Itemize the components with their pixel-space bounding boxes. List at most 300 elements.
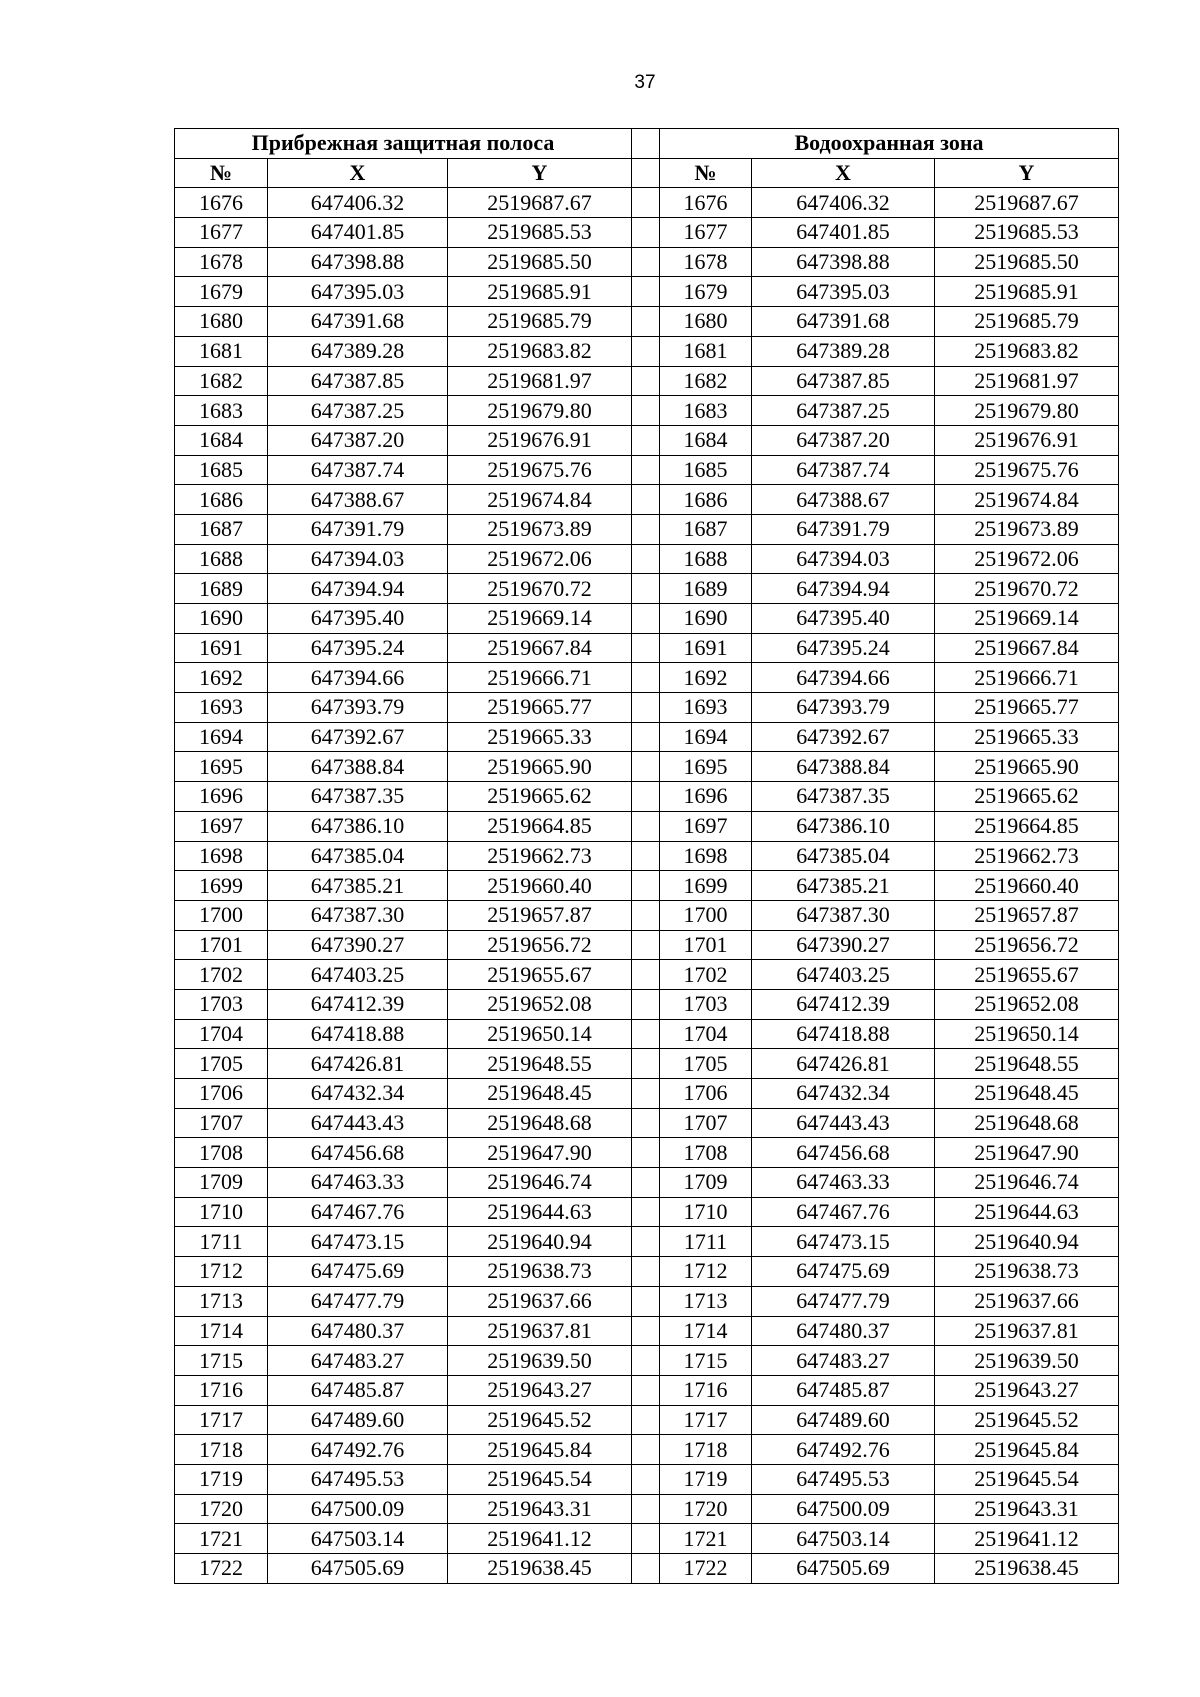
table-gap [632, 1049, 660, 1079]
table-row [175, 930, 1119, 960]
right-coord-y: 2519670.72 [935, 574, 1119, 604]
right-coord-y: 2519666.71 [935, 663, 1119, 693]
right-point-number: 1702 [660, 960, 752, 990]
right-coord-y: 2519637.81 [935, 1316, 1119, 1346]
left-point-number: 1698 [175, 841, 268, 871]
left-coord-x: 647391.79 [268, 514, 448, 544]
left-coord-x: 647392.67 [268, 722, 448, 752]
page-number: 37 [634, 72, 656, 93]
table-gap [632, 514, 660, 544]
left-point-number: 1687 [175, 514, 268, 544]
left-coord-x: 647495.53 [268, 1464, 448, 1494]
left-coord-x: 647503.14 [268, 1524, 448, 1554]
left-point-number: 1699 [175, 871, 268, 901]
left-point-number: 1712 [175, 1257, 268, 1287]
right-point-number: 1688 [660, 544, 752, 574]
left-coord-x: 647388.84 [268, 752, 448, 782]
table-gap [632, 1524, 660, 1554]
right-point-number: 1699 [660, 871, 752, 901]
left-coord-y: 2519647.90 [448, 1138, 632, 1168]
left-coord-x: 647394.66 [268, 663, 448, 693]
left-point-number: 1719 [175, 1464, 268, 1494]
table-row [175, 485, 1119, 515]
right-coord-y: 2519637.66 [935, 1286, 1119, 1316]
left-coord-y: 2519660.40 [448, 871, 632, 901]
left-coord-x: 647395.03 [268, 277, 448, 307]
table-gap [632, 247, 660, 277]
left-coord-y: 2519656.72 [448, 930, 632, 960]
left-coord-x: 647463.33 [268, 1168, 448, 1198]
left-coord-y: 2519667.84 [448, 633, 632, 663]
right-coord-y: 2519644.63 [935, 1197, 1119, 1227]
left-coord-x: 647390.27 [268, 930, 448, 960]
table-gap [632, 900, 660, 930]
right-point-number: 1696 [660, 782, 752, 812]
left-col-x: X [268, 158, 448, 188]
table-row [175, 425, 1119, 455]
table-gap [632, 1346, 660, 1376]
table-row [175, 960, 1119, 990]
table-row [175, 1049, 1119, 1079]
table-gap [632, 544, 660, 574]
right-coord-x: 647398.88 [752, 247, 935, 277]
coordinates-table [174, 128, 1119, 1584]
left-coord-y: 2519662.73 [448, 841, 632, 871]
right-coord-x: 647394.03 [752, 544, 935, 574]
table-row [175, 307, 1119, 337]
right-coord-x: 647483.27 [752, 1346, 935, 1376]
right-coord-y: 2519687.67 [935, 188, 1119, 218]
left-coord-x: 647500.09 [268, 1494, 448, 1524]
right-coord-y: 2519648.55 [935, 1049, 1119, 1079]
right-coord-y: 2519640.94 [935, 1227, 1119, 1257]
left-coord-y: 2519638.45 [448, 1554, 632, 1584]
left-point-number: 1711 [175, 1227, 268, 1257]
table-row [175, 722, 1119, 752]
left-point-number: 1693 [175, 693, 268, 723]
left-point-number: 1688 [175, 544, 268, 574]
right-point-number: 1676 [660, 188, 752, 218]
left-coord-x: 647432.34 [268, 1079, 448, 1109]
left-coord-x: 647403.25 [268, 960, 448, 990]
table-row [175, 514, 1119, 544]
right-point-number: 1691 [660, 633, 752, 663]
right-point-number: 1703 [660, 989, 752, 1019]
left-coord-y: 2519643.31 [448, 1494, 632, 1524]
right-coord-x: 647463.33 [752, 1168, 935, 1198]
left-coord-y: 2519637.81 [448, 1316, 632, 1346]
table-row [175, 1286, 1119, 1316]
right-coord-x: 647390.27 [752, 930, 935, 960]
right-coord-x: 647492.76 [752, 1435, 935, 1465]
table-gap [632, 1138, 660, 1168]
right-point-number: 1700 [660, 900, 752, 930]
left-coord-x: 647489.60 [268, 1405, 448, 1435]
right-coord-y: 2519662.73 [935, 841, 1119, 871]
right-coord-x: 647387.20 [752, 425, 935, 455]
right-coord-x: 647505.69 [752, 1554, 935, 1584]
left-coord-x: 647391.68 [268, 307, 448, 337]
right-coord-y: 2519657.87 [935, 900, 1119, 930]
right-point-number: 1719 [660, 1464, 752, 1494]
table-row [175, 1316, 1119, 1346]
left-point-number: 1677 [175, 218, 268, 248]
table-gap [632, 366, 660, 396]
right-coord-x: 647473.15 [752, 1227, 935, 1257]
right-point-number: 1687 [660, 514, 752, 544]
left-coord-x: 647443.43 [268, 1108, 448, 1138]
right-coord-x: 647387.25 [752, 396, 935, 426]
right-coord-y: 2519641.12 [935, 1524, 1119, 1554]
right-coord-x: 647485.87 [752, 1375, 935, 1405]
right-coord-y: 2519672.06 [935, 544, 1119, 574]
right-point-number: 1680 [660, 307, 752, 337]
right-coord-x: 647388.84 [752, 752, 935, 782]
table-gap [632, 1197, 660, 1227]
right-point-number: 1682 [660, 366, 752, 396]
table-row [175, 989, 1119, 1019]
right-point-number: 1695 [660, 752, 752, 782]
right-coord-y: 2519679.80 [935, 396, 1119, 426]
table-gap [632, 1464, 660, 1494]
table-row [175, 455, 1119, 485]
left-coord-y: 2519685.79 [448, 307, 632, 337]
left-point-number: 1689 [175, 574, 268, 604]
right-coord-x: 647406.32 [752, 188, 935, 218]
left-coord-y: 2519638.73 [448, 1257, 632, 1287]
right-point-number: 1689 [660, 574, 752, 604]
right-point-number: 1705 [660, 1049, 752, 1079]
right-coord-x: 647489.60 [752, 1405, 935, 1435]
table-row [175, 1405, 1119, 1435]
left-coord-y: 2519679.80 [448, 396, 632, 426]
left-coord-x: 647398.88 [268, 247, 448, 277]
right-coord-x: 647385.04 [752, 841, 935, 871]
right-coord-y: 2519685.79 [935, 307, 1119, 337]
right-coord-x: 647391.68 [752, 307, 935, 337]
right-coord-x: 647387.30 [752, 900, 935, 930]
right-point-number: 1704 [660, 1019, 752, 1049]
right-coord-x: 647387.85 [752, 366, 935, 396]
right-point-number: 1710 [660, 1197, 752, 1227]
table-gap [632, 930, 660, 960]
left-coord-y: 2519673.89 [448, 514, 632, 544]
left-coord-x: 647394.03 [268, 544, 448, 574]
right-coord-x: 647432.34 [752, 1079, 935, 1109]
table-gap [632, 1494, 660, 1524]
table-gap [632, 277, 660, 307]
right-coord-x: 647391.79 [752, 514, 935, 544]
left-coord-y: 2519670.72 [448, 574, 632, 604]
right-coord-y: 2519650.14 [935, 1019, 1119, 1049]
table-gap [632, 188, 660, 218]
left-point-number: 1709 [175, 1168, 268, 1198]
right-coord-x: 647395.40 [752, 604, 935, 634]
left-coord-x: 647388.67 [268, 485, 448, 515]
left-point-number: 1706 [175, 1079, 268, 1109]
table-gap [632, 336, 660, 366]
table-row [175, 900, 1119, 930]
right-coord-x: 647443.43 [752, 1108, 935, 1138]
table-row [175, 1524, 1119, 1554]
left-table-title: Прибрежная защитная полоса [175, 129, 632, 159]
left-point-number: 1694 [175, 722, 268, 752]
left-coord-y: 2519664.85 [448, 811, 632, 841]
left-coord-x: 647385.21 [268, 871, 448, 901]
left-coord-y: 2519640.94 [448, 1227, 632, 1257]
right-coord-y: 2519645.54 [935, 1464, 1119, 1494]
table-gap [632, 663, 660, 693]
left-coord-x: 647387.74 [268, 455, 448, 485]
right-point-number: 1715 [660, 1346, 752, 1376]
right-coord-x: 647456.68 [752, 1138, 935, 1168]
table-row [175, 752, 1119, 782]
left-coord-y: 2519685.91 [448, 277, 632, 307]
table-row [175, 366, 1119, 396]
left-col-y: Y [448, 158, 632, 188]
right-coord-x: 647388.67 [752, 485, 935, 515]
left-point-number: 1685 [175, 455, 268, 485]
right-coord-y: 2519685.50 [935, 247, 1119, 277]
left-point-number: 1695 [175, 752, 268, 782]
left-coord-x: 647393.79 [268, 693, 448, 723]
left-point-number: 1705 [175, 1049, 268, 1079]
right-col-number: № [660, 158, 752, 188]
table-row [175, 1197, 1119, 1227]
table-gap [632, 989, 660, 1019]
right-col-y: Y [935, 158, 1119, 188]
right-coord-x: 647386.10 [752, 811, 935, 841]
left-coord-y: 2519665.62 [448, 782, 632, 812]
right-coord-x: 647475.69 [752, 1257, 935, 1287]
left-coord-x: 647426.81 [268, 1049, 448, 1079]
right-coord-y: 2519681.97 [935, 366, 1119, 396]
left-coord-x: 647475.69 [268, 1257, 448, 1287]
right-point-number: 1706 [660, 1079, 752, 1109]
left-point-number: 1704 [175, 1019, 268, 1049]
right-point-number: 1677 [660, 218, 752, 248]
left-point-number: 1697 [175, 811, 268, 841]
table-row [175, 1168, 1119, 1198]
right-coord-y: 2519685.53 [935, 218, 1119, 248]
left-coord-x: 647485.87 [268, 1375, 448, 1405]
table-gap [632, 158, 660, 188]
right-coord-x: 647392.67 [752, 722, 935, 752]
left-point-number: 1717 [175, 1405, 268, 1435]
left-coord-y: 2519672.06 [448, 544, 632, 574]
right-coord-y: 2519647.90 [935, 1138, 1119, 1168]
table-gap [632, 574, 660, 604]
table-row [175, 1464, 1119, 1494]
left-coord-y: 2519637.66 [448, 1286, 632, 1316]
right-coord-y: 2519638.45 [935, 1554, 1119, 1584]
left-coord-x: 647389.28 [268, 336, 448, 366]
left-coord-x: 647505.69 [268, 1554, 448, 1584]
zone-title-row [175, 129, 1119, 159]
right-coord-y: 2519667.84 [935, 633, 1119, 663]
left-point-number: 1710 [175, 1197, 268, 1227]
left-point-number: 1718 [175, 1435, 268, 1465]
table-gap [632, 218, 660, 248]
right-coord-y: 2519665.33 [935, 722, 1119, 752]
table-gap [632, 1079, 660, 1109]
table-row [175, 1108, 1119, 1138]
table-gap [632, 811, 660, 841]
left-coord-x: 647477.79 [268, 1286, 448, 1316]
right-point-number: 1708 [660, 1138, 752, 1168]
table-gap [632, 1257, 660, 1287]
left-point-number: 1720 [175, 1494, 268, 1524]
right-coord-x: 647395.24 [752, 633, 935, 663]
left-point-number: 1716 [175, 1375, 268, 1405]
left-point-number: 1701 [175, 930, 268, 960]
left-coord-y: 2519685.53 [448, 218, 632, 248]
left-coord-y: 2519687.67 [448, 188, 632, 218]
right-point-number: 1722 [660, 1554, 752, 1584]
table-gap [632, 425, 660, 455]
left-coord-y: 2519683.82 [448, 336, 632, 366]
table-row [175, 811, 1119, 841]
right-point-number: 1697 [660, 811, 752, 841]
right-point-number: 1721 [660, 1524, 752, 1554]
left-point-number: 1703 [175, 989, 268, 1019]
table-gap [632, 722, 660, 752]
right-point-number: 1684 [660, 425, 752, 455]
left-coord-y: 2519675.76 [448, 455, 632, 485]
right-point-number: 1711 [660, 1227, 752, 1257]
right-coord-y: 2519674.84 [935, 485, 1119, 515]
left-coord-x: 647395.40 [268, 604, 448, 634]
right-coord-x: 647401.85 [752, 218, 935, 248]
left-coord-y: 2519639.50 [448, 1346, 632, 1376]
table-gap [632, 129, 660, 159]
table-row [175, 277, 1119, 307]
right-coord-x: 647394.94 [752, 574, 935, 604]
table-row [175, 396, 1119, 426]
left-coord-x: 647394.94 [268, 574, 448, 604]
left-coord-x: 647483.27 [268, 1346, 448, 1376]
table-row [175, 663, 1119, 693]
right-coord-x: 647412.39 [752, 989, 935, 1019]
left-coord-x: 647385.04 [268, 841, 448, 871]
right-coord-y: 2519639.50 [935, 1346, 1119, 1376]
table-row [175, 574, 1119, 604]
right-coord-x: 647387.35 [752, 782, 935, 812]
table-gap [632, 1019, 660, 1049]
left-point-number: 1686 [175, 485, 268, 515]
left-coord-y: 2519643.27 [448, 1375, 632, 1405]
left-point-number: 1681 [175, 336, 268, 366]
table-row [175, 1346, 1119, 1376]
left-point-number: 1676 [175, 188, 268, 218]
right-point-number: 1720 [660, 1494, 752, 1524]
table-row [175, 1257, 1119, 1287]
right-coord-y: 2519665.77 [935, 693, 1119, 723]
left-coord-x: 647401.85 [268, 218, 448, 248]
right-point-number: 1681 [660, 336, 752, 366]
left-coord-x: 647473.15 [268, 1227, 448, 1257]
left-point-number: 1696 [175, 782, 268, 812]
right-coord-x: 647503.14 [752, 1524, 935, 1554]
left-col-number: № [175, 158, 268, 188]
right-coord-y: 2519676.91 [935, 425, 1119, 455]
left-coord-y: 2519652.08 [448, 989, 632, 1019]
left-point-number: 1682 [175, 366, 268, 396]
table-gap [632, 1316, 660, 1346]
left-coord-y: 2519666.71 [448, 663, 632, 693]
left-coord-x: 647387.25 [268, 396, 448, 426]
right-point-number: 1686 [660, 485, 752, 515]
right-point-number: 1709 [660, 1168, 752, 1198]
table-row [175, 1435, 1119, 1465]
right-coord-x: 647387.74 [752, 455, 935, 485]
right-coord-x: 647403.25 [752, 960, 935, 990]
right-coord-x: 647495.53 [752, 1464, 935, 1494]
right-coord-x: 647467.76 [752, 1197, 935, 1227]
table-gap [632, 455, 660, 485]
table-row [175, 782, 1119, 812]
right-coord-y: 2519643.31 [935, 1494, 1119, 1524]
table-gap [632, 1375, 660, 1405]
left-coord-x: 647387.85 [268, 366, 448, 396]
left-coord-y: 2519650.14 [448, 1019, 632, 1049]
right-point-number: 1701 [660, 930, 752, 960]
right-coord-y: 2519643.27 [935, 1375, 1119, 1405]
left-coord-y: 2519676.91 [448, 425, 632, 455]
left-coord-y: 2519665.77 [448, 693, 632, 723]
left-point-number: 1680 [175, 307, 268, 337]
table-gap [632, 1168, 660, 1198]
right-coord-y: 2519655.67 [935, 960, 1119, 990]
table-gap [632, 841, 660, 871]
left-point-number: 1679 [175, 277, 268, 307]
right-point-number: 1678 [660, 247, 752, 277]
left-point-number: 1714 [175, 1316, 268, 1346]
right-point-number: 1707 [660, 1108, 752, 1138]
right-table-title: Водоохранная зона [660, 129, 1119, 159]
table-row [175, 633, 1119, 663]
left-point-number: 1713 [175, 1286, 268, 1316]
table-gap [632, 960, 660, 990]
right-coord-x: 647418.88 [752, 1019, 935, 1049]
left-point-number: 1721 [175, 1524, 268, 1554]
left-coord-x: 647406.32 [268, 188, 448, 218]
table-row [175, 188, 1119, 218]
table-row [175, 218, 1119, 248]
table-row [175, 1554, 1119, 1584]
right-coord-y: 2519645.84 [935, 1435, 1119, 1465]
right-point-number: 1716 [660, 1375, 752, 1405]
table-gap [632, 1108, 660, 1138]
right-point-number: 1713 [660, 1286, 752, 1316]
table-gap [632, 693, 660, 723]
left-coord-x: 647456.68 [268, 1138, 448, 1168]
right-coord-x: 647477.79 [752, 1286, 935, 1316]
right-coord-y: 2519673.89 [935, 514, 1119, 544]
left-coord-y: 2519674.84 [448, 485, 632, 515]
table-row [175, 871, 1119, 901]
right-coord-y: 2519683.82 [935, 336, 1119, 366]
right-point-number: 1718 [660, 1435, 752, 1465]
left-coord-x: 647418.88 [268, 1019, 448, 1049]
right-coord-y: 2519665.62 [935, 782, 1119, 812]
left-point-number: 1683 [175, 396, 268, 426]
table-gap [632, 752, 660, 782]
table-gap [632, 782, 660, 812]
left-coord-x: 647387.30 [268, 900, 448, 930]
left-coord-y: 2519646.74 [448, 1168, 632, 1198]
right-coord-x: 647385.21 [752, 871, 935, 901]
